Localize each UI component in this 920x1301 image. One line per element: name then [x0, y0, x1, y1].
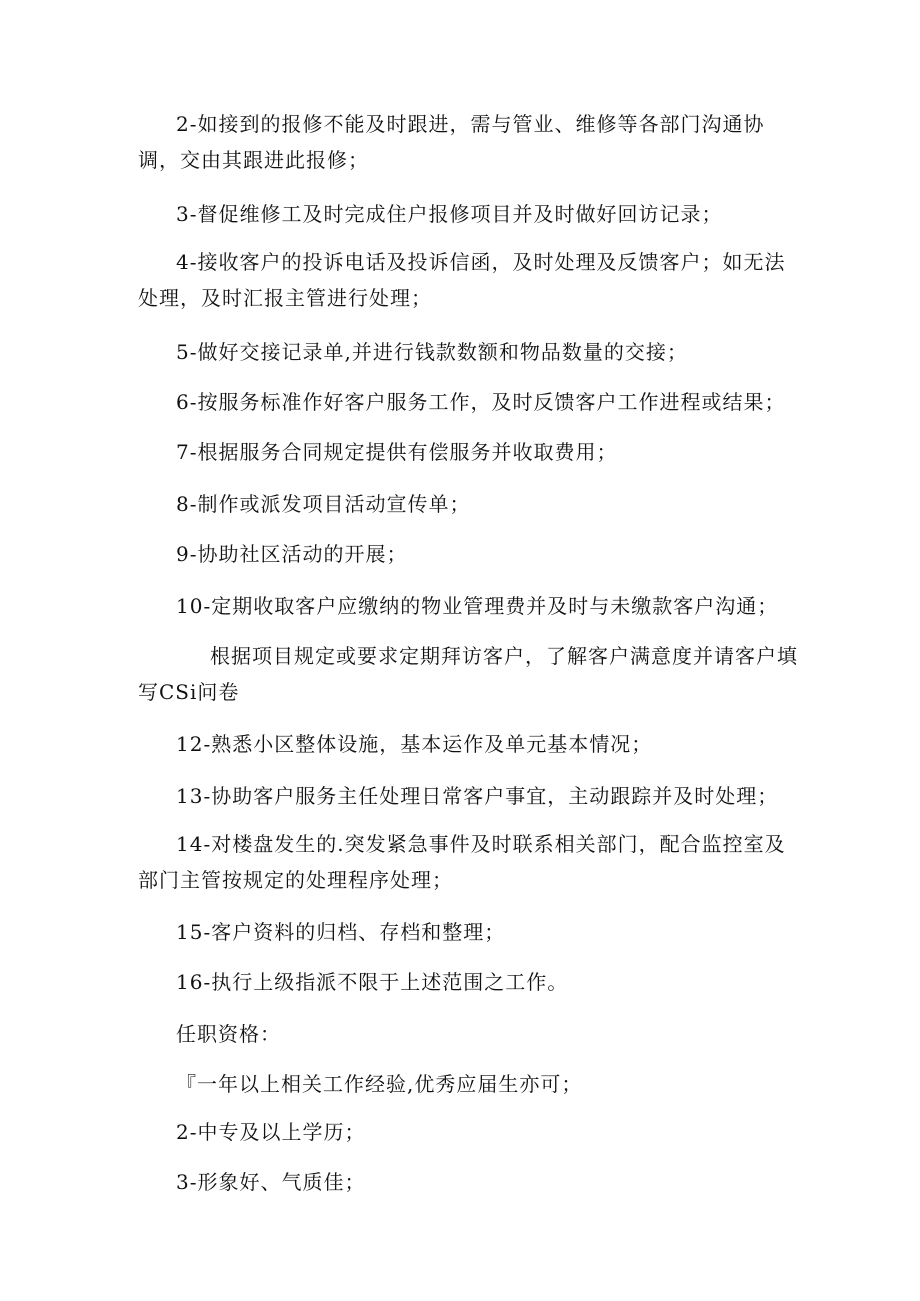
paragraph-14: 15-客户资料的归档、存档和整理；: [176, 920, 506, 944]
paragraph-8: 9-协助社区活动的开展；: [176, 542, 408, 566]
paragraph-13: 14-对楼盘发生的.突发紧急事件及时联系相关部门，配合监控室及部门主管按规定的处理程序处理；: [138, 832, 786, 892]
paragraph-6: 7-根据服务合同规定提供有偿服务并收取费用；: [176, 440, 618, 464]
paragraph-12: 13-协助客户服务主任处理日常客户事宜，主动跟踪并及时处理；: [176, 784, 779, 808]
paragraph-4: 5-做好交接记录单,并进行钱款数额和物品数量的交接；: [176, 340, 688, 364]
paragraph-3: 4-接收客户的投诉电话及投诉信函，及时处理及反馈客户；如无法处理，及时汇报主管进行处理；: [138, 250, 786, 310]
paragraph-2: 3-督促维修工及时完成住户报修项目并及时做好回访记录；: [176, 202, 723, 226]
paragraph-19: 3-形象好、气质佳；: [176, 1170, 366, 1194]
paragraph-9: 10-定期收取客户应缴纳的物业管理费并及时与未缴款客户沟通；: [176, 594, 779, 618]
paragraph-11: 12-熟悉小区整体设施，基本运作及单元基本情况；: [176, 732, 653, 756]
paragraph-16-section-heading: 任职资格：: [176, 1022, 281, 1046]
paragraph-10: 根据项目规定或要求定期拜访客户，了解客户满意度并请客户填写CSi问卷: [138, 644, 798, 704]
paragraph-1: 2-如接到的报修不能及时跟进，需与管业、维修等各部门沟通协调，交由其跟进此报修；: [138, 112, 765, 172]
paragraph-5: 6-按服务标准作好客户服务工作，及时反馈客户工作进程或结果；: [176, 390, 786, 414]
paragraph-18: 2-中专及以上学历；: [176, 1120, 366, 1144]
paragraph-15: 16-执行上级指派不限于上述范围之工作。: [176, 970, 569, 994]
paragraph-7: 8-制作或派发项目活动宣传单；: [176, 492, 471, 516]
paragraph-17: 『一年以上相关工作经验,优秀应届生亦可；: [176, 1072, 583, 1096]
